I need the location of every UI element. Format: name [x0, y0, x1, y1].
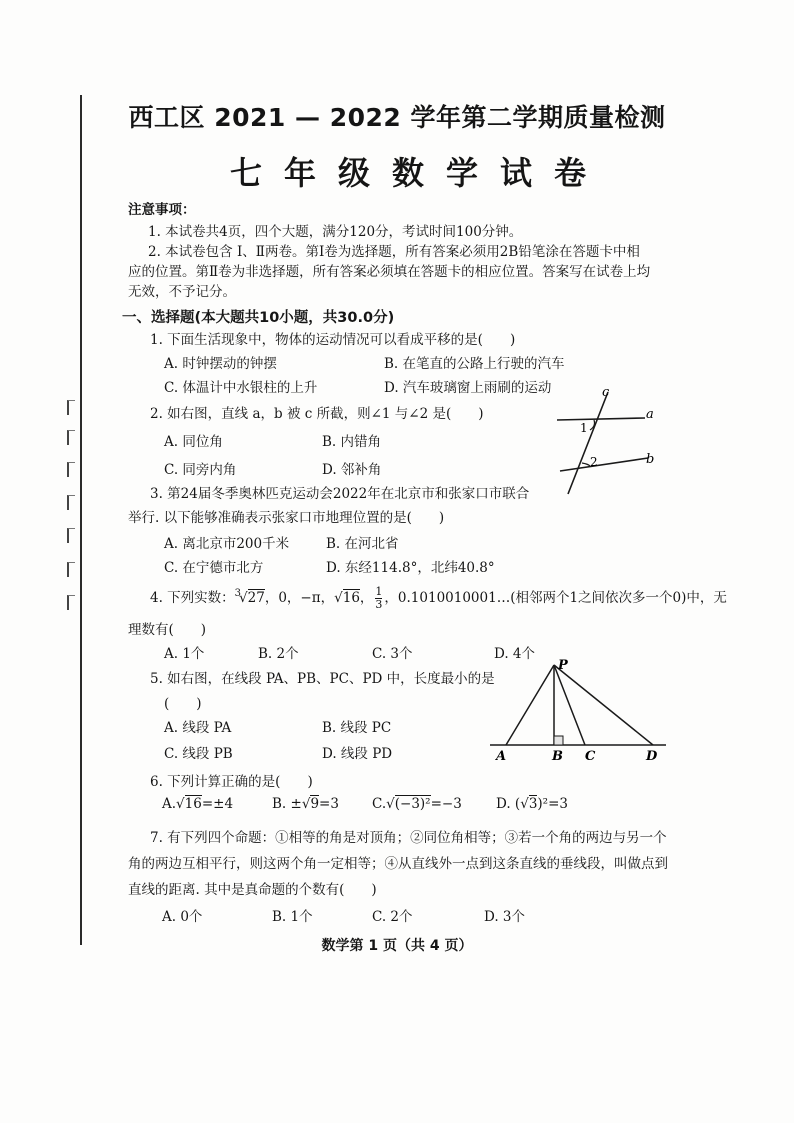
- option: C. 体温计中水银柱的上升: [164, 380, 318, 396]
- notes-line: 2. 本试卷包含 Ⅰ、Ⅱ两卷。第Ⅰ卷为选择题，所有答案必须用2B铅笔涂在答题卡中相: [148, 244, 640, 260]
- numerator: 1: [375, 585, 383, 598]
- option: D. 邻补角: [322, 462, 382, 478]
- option: B. 内错角: [322, 434, 382, 450]
- question-stem: 3. 第24届冬季奥林匹克运动会2022年在北京市和张家口市联合: [150, 486, 530, 502]
- notes-line: 无效，不予记分。: [128, 284, 236, 300]
- option-text: =3: [319, 796, 339, 812]
- denominator: 3: [375, 598, 383, 611]
- label-a: A: [496, 749, 507, 764]
- radicand: 3: [528, 796, 538, 812]
- option: C. 同旁内角: [164, 462, 237, 478]
- binding-mark: [67, 562, 75, 577]
- question-stem: 举行. 以下能够准确表示张家口市地理位置的是( ): [128, 510, 445, 526]
- label-c: C: [585, 749, 596, 764]
- label-c: c: [602, 385, 610, 400]
- option: C. 3个: [372, 646, 413, 662]
- figure-transversal: [550, 380, 670, 500]
- label-b: b: [646, 452, 655, 467]
- option: D. 汽车玻璃窗上雨刷的运动: [384, 380, 552, 396]
- option: A. 时钟摆动的钟摆: [164, 356, 277, 372]
- question-stem: 5. 如右图，在线段 PA、PB、PC、PD 中，长度最小的是: [150, 671, 495, 687]
- fraction: [375, 586, 382, 611]
- option: A. 0个: [162, 909, 203, 925]
- line-a: [557, 418, 645, 420]
- right-angle-mark: [554, 736, 563, 745]
- option: B. 2个: [258, 646, 299, 662]
- binding-mark: [67, 595, 75, 610]
- option: D. (√3)²=3: [496, 796, 568, 812]
- radicand: 16: [342, 590, 360, 606]
- stem-text: 4. 下列实数：: [150, 590, 235, 606]
- question-stem: 理数有( ): [128, 622, 207, 638]
- option: A. 线段 PA: [164, 720, 232, 736]
- option: D. 4个: [494, 646, 536, 662]
- option-text: B. ±: [272, 796, 302, 812]
- label-p: P: [558, 658, 568, 673]
- angle-2-arc: [582, 463, 590, 466]
- segment-pa: [506, 665, 554, 745]
- label-d: D: [646, 749, 658, 764]
- option: D. 东经114.8°，北纬40.8°: [326, 560, 495, 576]
- option: C. 2个: [372, 909, 413, 925]
- binding-margin-line: [80, 95, 82, 945]
- question-stem: 4. 下列实数：$^3$√27，0，−π，√16， $\frac{1}{3}$ ，0.1010010001…(相邻两个1之间依次多一个0)中，无: [150, 585, 727, 611]
- binding-mark: [67, 400, 75, 415]
- line-b: [560, 458, 648, 471]
- label-a: a: [646, 407, 654, 422]
- section-heading: 一、选择题(本大题共10小题，共30.0分): [122, 310, 395, 326]
- question-stem: 6. 下列计算正确的是( ): [150, 774, 313, 790]
- option-text: C.: [372, 796, 387, 812]
- radicand: (−3)²: [394, 796, 431, 812]
- radicand: 9: [310, 796, 320, 812]
- option-text: =−3: [430, 796, 462, 812]
- notes-line: 1. 本试卷共4页，四个大题，满分120分，考试时间100分钟。: [148, 224, 523, 240]
- line-c: [568, 392, 608, 494]
- option: B. 在笔直的公路上行驶的汽车: [384, 356, 565, 372]
- option-text: =±4: [201, 796, 234, 812]
- stem-text: ，: [359, 590, 374, 606]
- option: B. 在河北省: [326, 536, 399, 552]
- option: D. 线段 PD: [322, 746, 393, 762]
- label-b: B: [552, 749, 563, 764]
- stem-text: ，0，−π，: [264, 590, 335, 606]
- label-angle-2: 2: [590, 455, 598, 469]
- binding-mark: [67, 528, 75, 543]
- question-stem: 2. 如右图，直线 a，b 被 c 所截，则∠1 与∠2 是( ): [150, 406, 484, 422]
- option: B. ±√9=3: [272, 796, 339, 812]
- option: A. 离北京市200千米: [164, 536, 290, 552]
- binding-mark: [67, 495, 75, 510]
- option: C. 在宁德市北方: [164, 560, 264, 576]
- answer-paren: ( ): [164, 696, 202, 712]
- option-text: D. (: [496, 796, 521, 812]
- label-angle-1: 1: [580, 421, 588, 435]
- exam-subtitle: 七年级数学试卷: [229, 154, 608, 192]
- option-text: A.: [162, 796, 177, 812]
- page-footer: 数学第 1 页（共 4 页）: [321, 938, 473, 954]
- exam-title: 西工区 2021 — 2022 学年第二学期质量检测: [128, 103, 666, 132]
- stem-text: ，0.1010010001…(相邻两个1之间依次多一个0)中，无: [384, 590, 727, 606]
- option: A. 1个: [164, 646, 205, 662]
- option: A. 同位角: [164, 434, 223, 450]
- figure-point-line: [488, 655, 670, 765]
- question-stem: 角的两边互相平行，则这两个角一定相等；④从直线外一点到这条直线的垂线段，叫做点到: [128, 856, 668, 872]
- notes-heading: 注意事项：: [128, 202, 196, 218]
- question-stem: 1. 下面生活现象中，物体的运动情况可以看成平移的是( ): [150, 332, 516, 348]
- option: C. 线段 PB: [164, 746, 233, 762]
- option: D. 3个: [484, 909, 526, 925]
- question-stem: 直线的距离. 其中是真命题的个数有( ): [128, 882, 377, 898]
- option: B. 1个: [272, 909, 313, 925]
- question-stem: 7. 有下列四个命题：①相等的角是对顶角；②同位角相等；③若一个角的两边与另一个: [150, 830, 667, 846]
- option: C.√(−3)²=−3: [372, 796, 462, 812]
- option: A.√16=±4: [162, 796, 234, 812]
- cube-index: 3: [234, 588, 242, 599]
- option: B. 线段 PC: [322, 720, 392, 736]
- radicand: 27: [247, 590, 265, 606]
- notes-line: 应的位置。第Ⅱ卷为非选择题，所有答案必须填在答题卡的相应位置。答案写在试卷上均: [128, 264, 651, 280]
- binding-mark: [67, 462, 75, 477]
- option-text: )²=3: [537, 796, 568, 812]
- radicand: 16: [184, 796, 202, 812]
- binding-mark: [67, 430, 75, 445]
